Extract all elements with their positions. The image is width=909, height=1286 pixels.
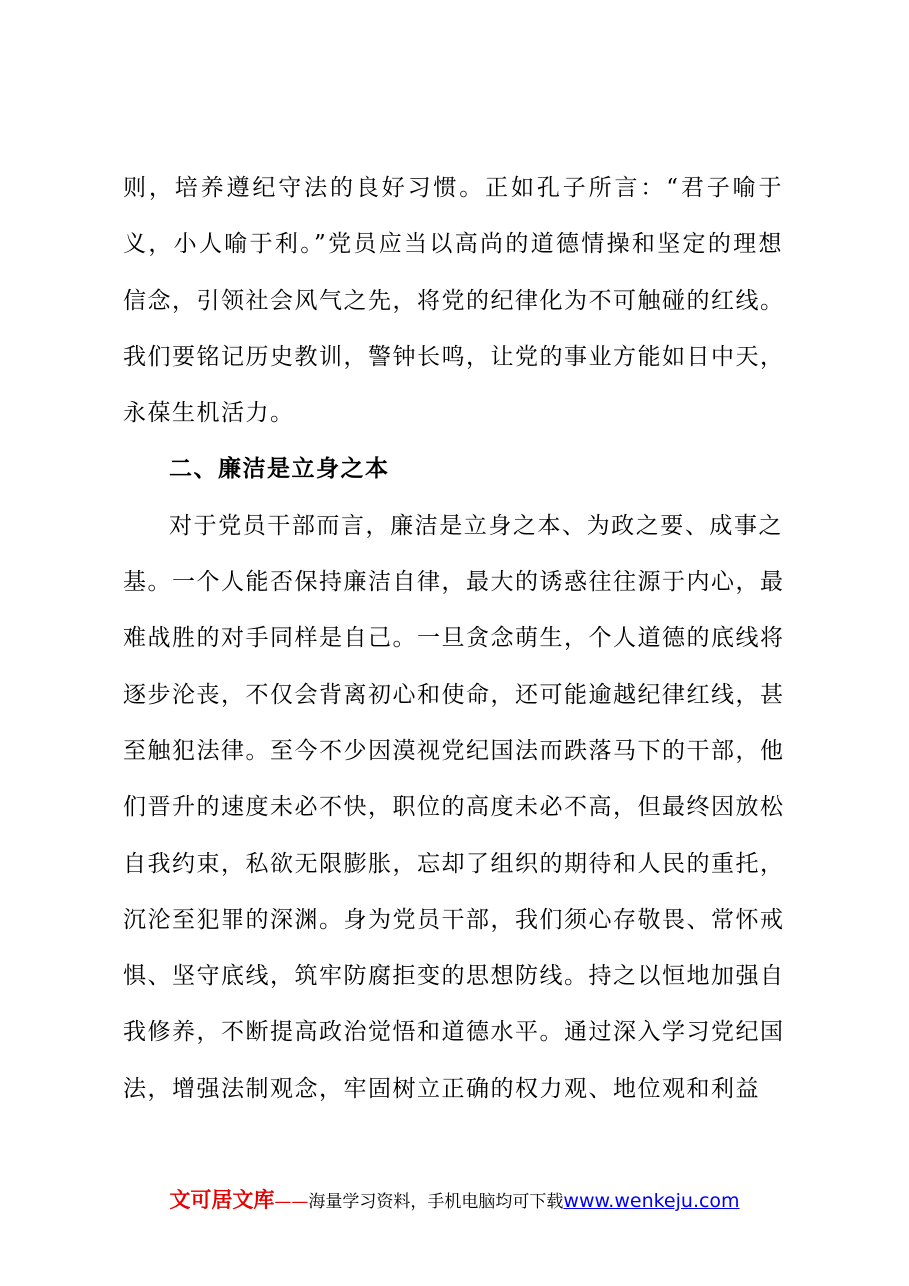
paragraph-line: 至触犯法律。至今不少因漠视党纪国法而跌落马下的干部，他	[123, 737, 785, 764]
brand-name: 文可居文库	[169, 1188, 275, 1212]
paragraph-line: 逐步沦丧，不仅会背离初心和使命，还可能逾越纪律红线，甚	[123, 681, 785, 708]
paragraph-line: 对于党员干部而言，廉洁是立身之本、为政之要、成事之	[169, 512, 783, 539]
paragraph-line: 们晋升的速度未必不快，职位的高度未必不高，但最终因放松	[123, 794, 785, 821]
paragraph-line: 法，增强法制观念，牢固树立正确的权力观、地位观和利益	[123, 1075, 760, 1102]
text-line: 信念，引领社会风气之先，将党的纪律化为不可触碰的红线。	[123, 287, 785, 314]
section-heading: 二、廉洁是立身之本	[169, 456, 390, 483]
text-line: 则，培养遵纪守法的良好习惯。正如孔子所言：“君子喻于	[123, 175, 783, 201]
body-text	[123, 160, 783, 1117]
footer-tagline: 海量学习资料，手机电脑均可下载	[308, 1192, 564, 1212]
paragraph-line: 自我约束，私欲无限膨胀，忘却了组织的期待和人民的重托，	[123, 850, 785, 877]
footer-banner	[0, 1184, 909, 1214]
site-link[interactable]: www.wenkeju.com	[563, 1190, 740, 1212]
text-line: 我们要铭记历史教训，警钟长鸣，让党的事业方能如日中天，	[123, 343, 785, 370]
text-line: 永葆生机活力。	[123, 400, 295, 427]
paragraph-line: 基。一个人能否保持廉洁自律，最大的诱惑往往源于内心，最	[123, 569, 785, 596]
paragraph-line: 沉沦至犯罪的深渊。身为党员干部，我们须心存敬畏、常怀戒	[123, 906, 785, 933]
paragraph-line: 难战胜的对手同样是自己。一旦贪念萌生，个人道德的底线将	[123, 625, 785, 652]
paragraph-line: 我修养，不断提高政治觉悟和道德水平。通过深入学习党纪国	[123, 1019, 785, 1046]
footer-dash: ——	[274, 1192, 309, 1212]
paragraph-line: 惧、坚守底线，筑牢防腐拒变的思想防线。持之以恒地加强自	[123, 963, 785, 990]
text-line: 义，小人喻于利。”党员应当以高尚的道德情操和坚定的理想	[123, 231, 783, 258]
